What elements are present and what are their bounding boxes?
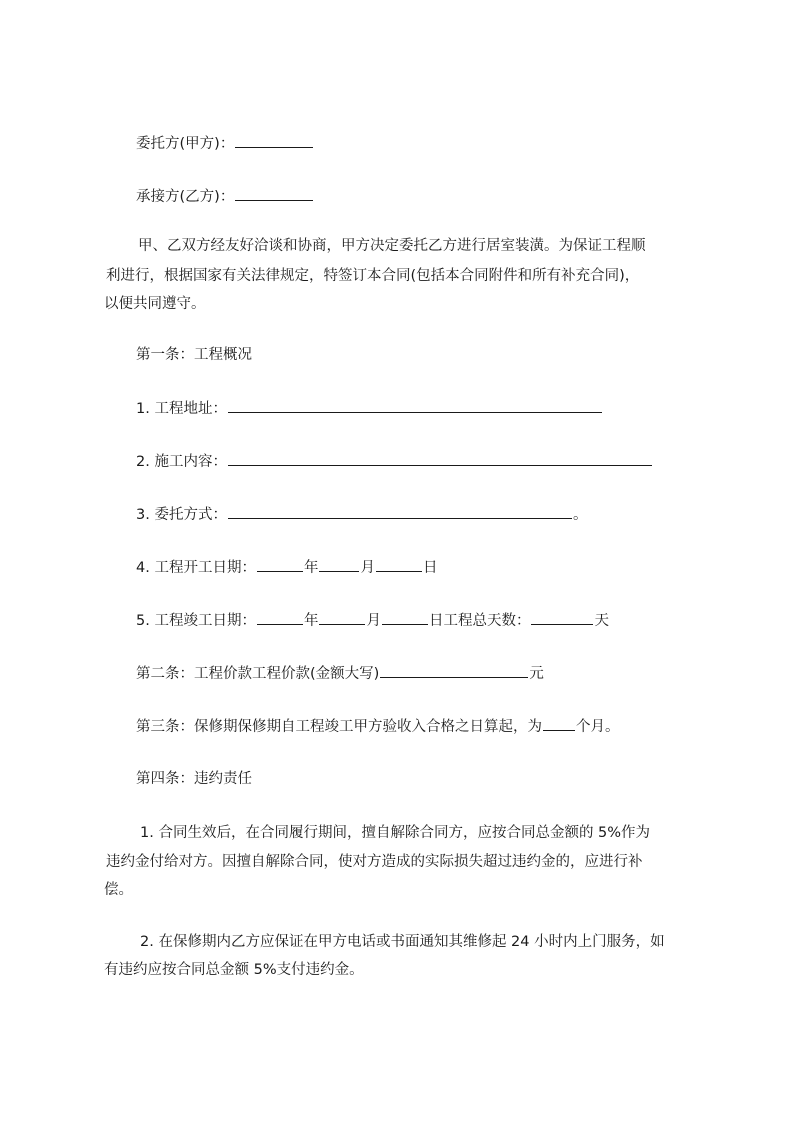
party-b-row [136, 186, 314, 207]
warranty-unit: 个月。 [576, 719, 620, 735]
start-month-unit: 月 [360, 560, 375, 576]
start-year-unit: 年 [303, 560, 319, 576]
warranty-months-blank[interactable] [543, 716, 575, 731]
construction-content-label: 2. 施工内容： [136, 454, 227, 470]
party-b-label: 承接方(乙方)： [136, 189, 235, 205]
start-day-blank[interactable] [376, 557, 422, 572]
start-date-label: 4. 工程开工日期： [136, 560, 256, 576]
commission-method-blank[interactable] [228, 504, 572, 519]
clause-2-line-2: 有违约应按合同总金额 5%支付违约金。 [104, 962, 364, 978]
article-2-row [136, 663, 544, 684]
total-days-label: 日工程总天数： [428, 613, 531, 629]
completion-day-blank[interactable] [382, 610, 428, 625]
article-4-title: 第四条：违约责任 [136, 771, 252, 787]
construction-content-row [136, 451, 653, 472]
article-1-title: 第一条：工程概况 [136, 347, 252, 363]
preamble-line-3: 以便共同遵守。 [104, 296, 206, 312]
start-year-blank[interactable] [257, 557, 303, 572]
total-days-blank[interactable] [531, 610, 593, 625]
article-3-row [136, 716, 620, 737]
clause-1-line-3: 偿。 [104, 882, 133, 898]
party-a-row [136, 133, 314, 154]
start-date-row [136, 557, 437, 578]
completion-month-unit: 月 [366, 613, 381, 629]
completion-year-unit: 年 [303, 613, 319, 629]
article-3-text: 第三条：保修期保修期自工程竣工甲方验收入合格之日算起，为 [136, 719, 542, 735]
party-a-label: 委托方(甲方)： [136, 136, 235, 152]
days-unit: 天 [594, 613, 609, 629]
project-address-blank[interactable] [228, 398, 602, 413]
preamble-line-2: 利进行，根据国家有关法律规定，特签订本合同(包括本合同附件和所有补充合同)， [106, 268, 640, 284]
party-a-blank[interactable] [235, 133, 313, 148]
article-2-text: 第二条：工程价款工程价款(金额大写) [136, 666, 380, 682]
commission-method-end: 。 [572, 507, 588, 523]
commission-method-row [136, 504, 587, 525]
completion-date-label: 5. 工程竣工日期： [136, 613, 256, 629]
party-b-blank[interactable] [235, 186, 313, 201]
completion-year-blank[interactable] [257, 610, 303, 625]
preamble-line-1: 甲、乙双方经友好洽谈和协商，甲方决定委托乙方进行居室装潢。为保证工程顺 [138, 238, 646, 254]
clause-1-line-1: 1. 合同生效后，在合同履行期间，擅自解除合同方，应按合同总金额的 5%作为 [140, 825, 651, 841]
price-unit: 元 [529, 666, 544, 682]
construction-content-blank[interactable] [228, 451, 652, 466]
completion-month-blank[interactable] [319, 610, 365, 625]
project-address-label: 1. 工程地址： [136, 401, 227, 417]
clause-1-line-2: 违约金付给对方。因擅自解除合同，使对方造成的实际损失超过违约金的，应进行补 [106, 854, 643, 870]
completion-date-row [136, 610, 609, 631]
clause-2-line-1: 2. 在保修期内乙方应保证在甲方电话或书面通知其维修起 24 小时内上门服务，如 [140, 934, 665, 950]
project-address-row [136, 398, 603, 419]
contract-price-blank[interactable] [380, 663, 528, 678]
start-month-blank[interactable] [319, 557, 359, 572]
commission-method-label: 3. 委托方式： [136, 507, 227, 523]
start-day-unit: 日 [422, 560, 438, 576]
